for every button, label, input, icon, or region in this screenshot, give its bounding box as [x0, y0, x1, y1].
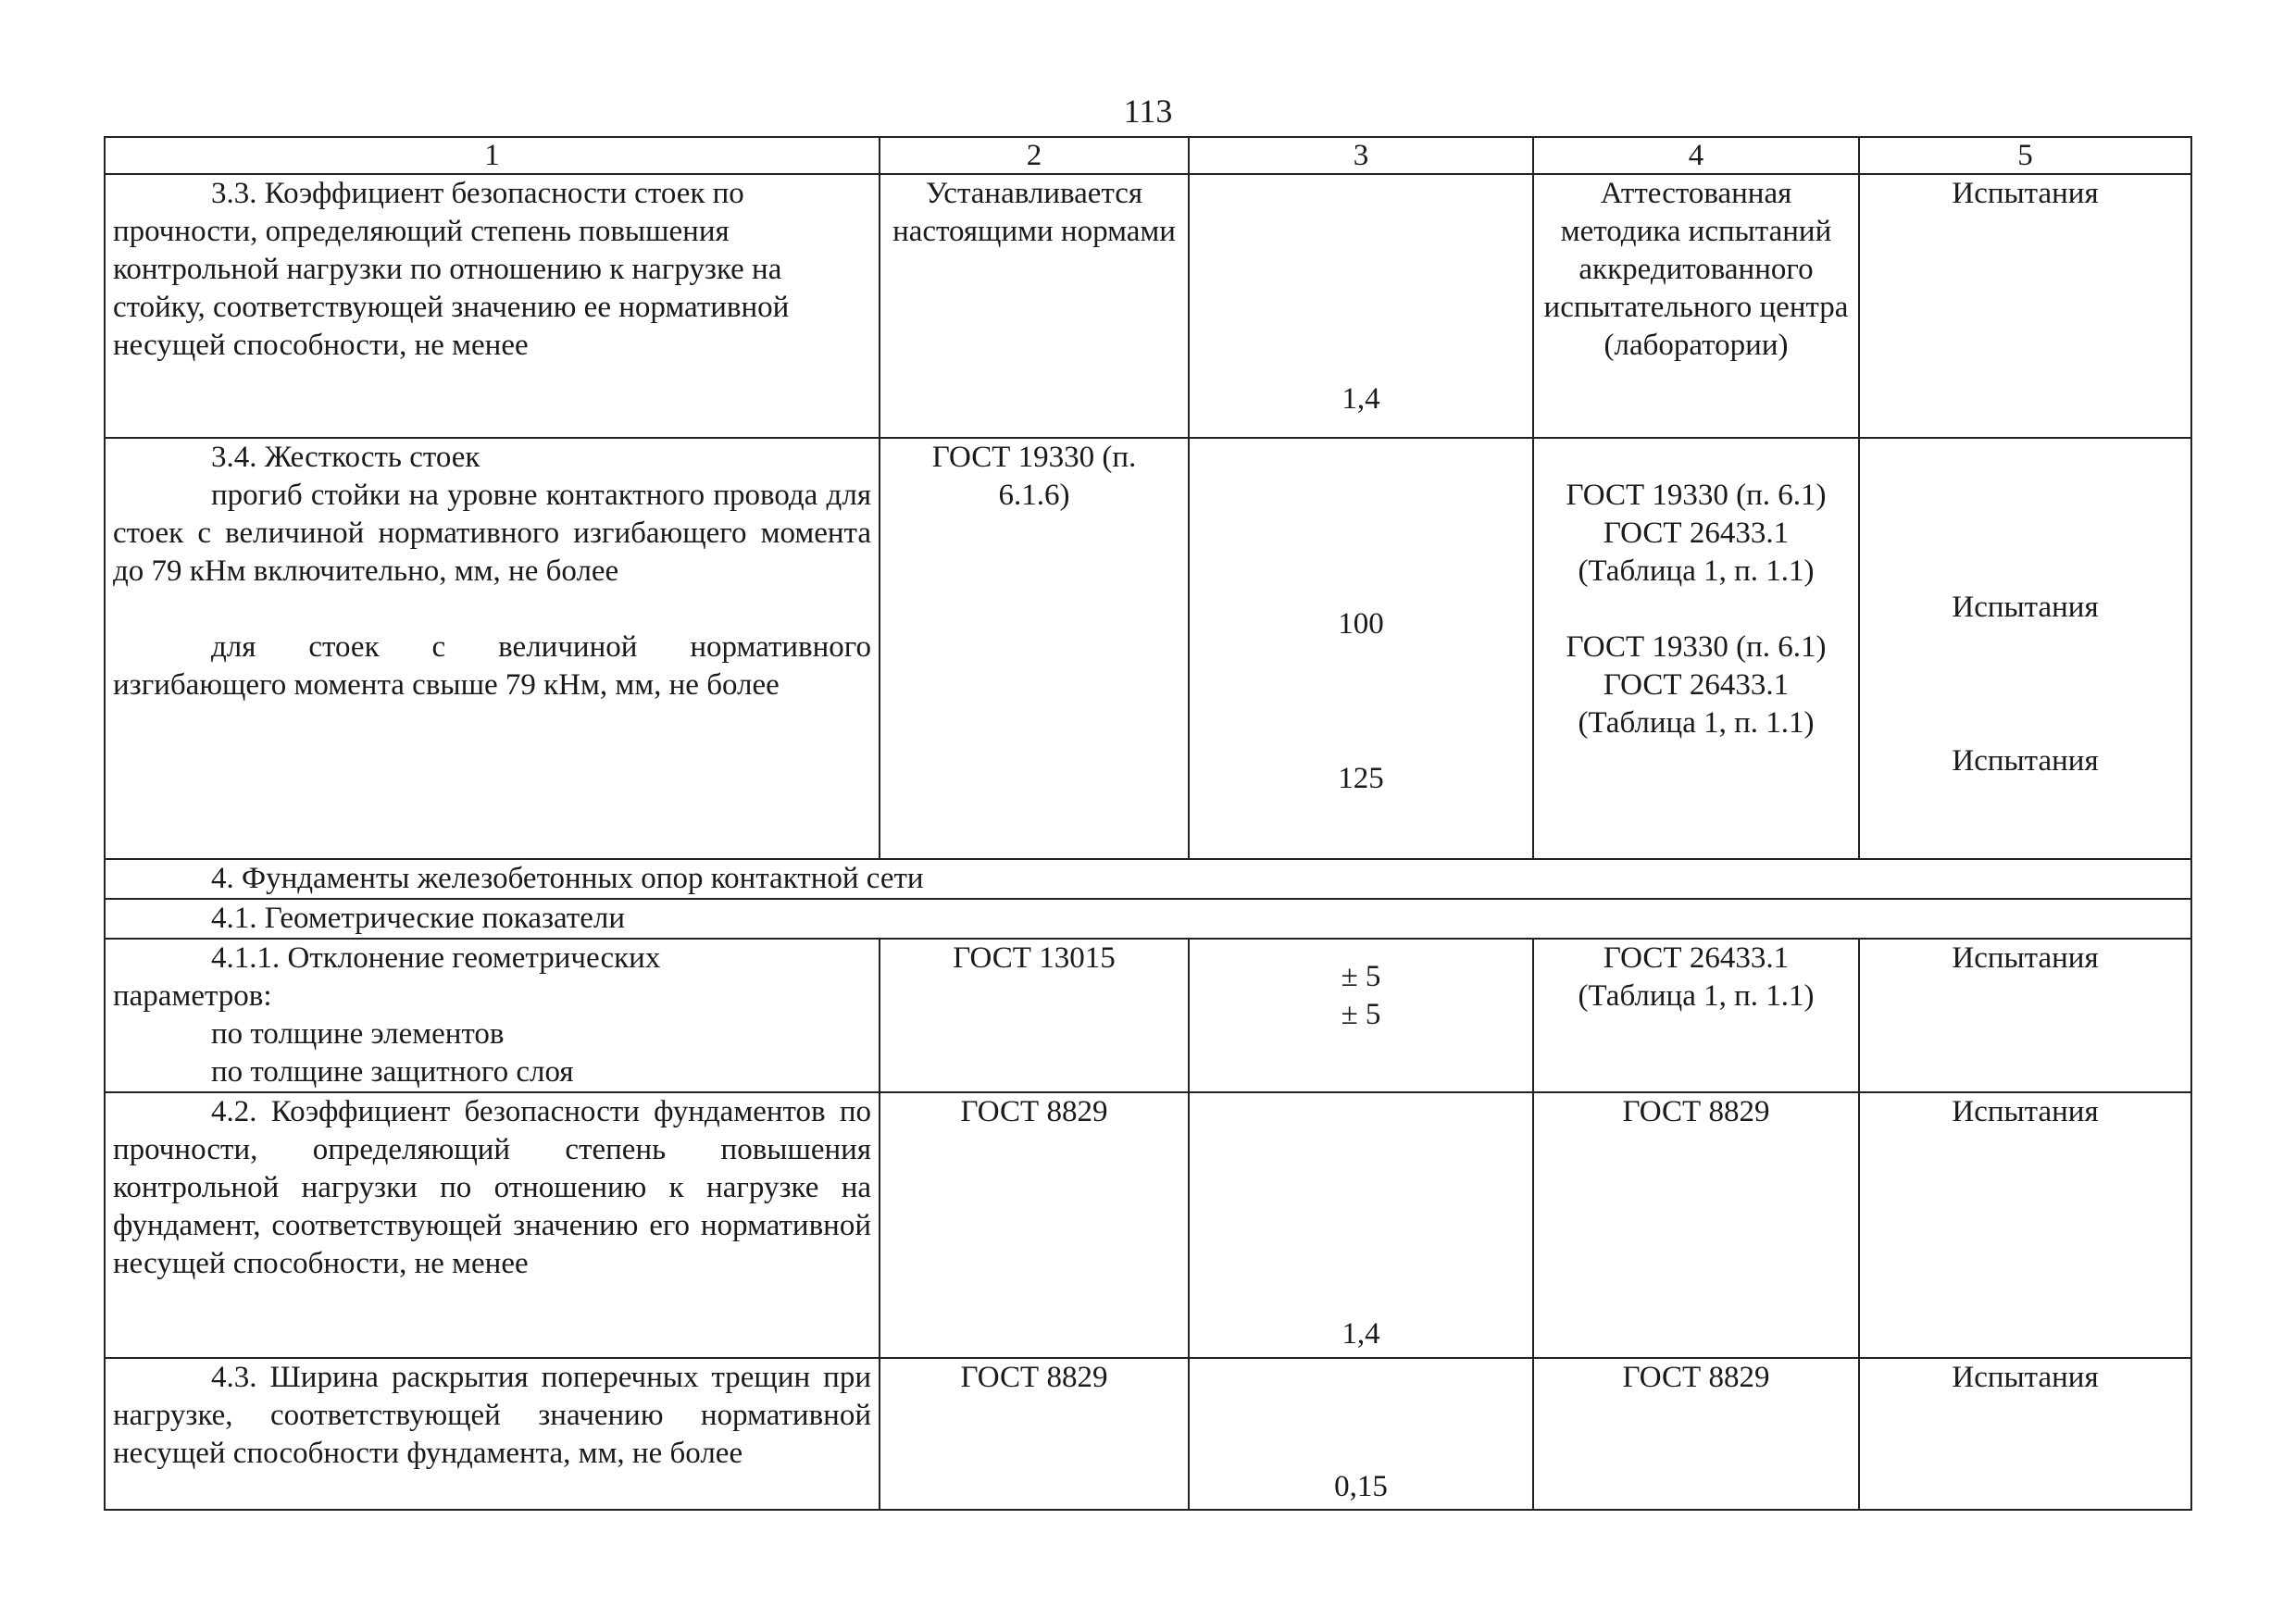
row-4-1-1-value-b: ± 5	[1341, 998, 1381, 1031]
row-4-1-1-item-b: по толщине защитного слоя	[211, 1055, 574, 1089]
table-row-4-1-1	[105, 939, 2191, 1092]
header-cell-1: 1	[105, 137, 880, 174]
row-3-4-control-type	[1859, 438, 2191, 859]
row-3-3-value	[1189, 174, 1533, 438]
row-3-3-value-text: 1,4	[1341, 382, 1380, 416]
table-row-3-4	[105, 438, 2191, 859]
row-4-1-1-indicator	[105, 939, 880, 1092]
row-4-2-control-type-text: Испытания	[1952, 1095, 2099, 1128]
table-row-4-section	[105, 859, 2191, 899]
row-4-1-1-control-type-text: Испытания	[1952, 941, 2099, 975]
row-4-3-value	[1189, 1358, 1533, 1510]
row-4-2-method-text: ГОСТ 8829	[1622, 1095, 1770, 1128]
row-3-4-item-b: для стоек с величиной нормативного изгибающего момента свыше 79 кНм, мм, не более	[113, 630, 871, 702]
row-3-3-control-type-text: Испытания	[1952, 177, 2099, 210]
header-cell-3: 3	[1189, 137, 1533, 174]
row-3-4-norm-source	[880, 438, 1189, 859]
row-3-3-norm-source-text: Устанавливается настоящими нормами	[892, 177, 1176, 248]
row-3-3-indicator	[105, 174, 880, 438]
row-3-4-value-b: 125	[1338, 762, 1384, 795]
row-3-4-value	[1189, 438, 1533, 859]
row-4-3-value-text: 0,15	[1334, 1470, 1388, 1503]
row-4-2-indicator	[105, 1092, 880, 1358]
row-3-3-indicator-text: 3.3. Коэффициент безопасности стоек по прочности, определяющий степень повышения контрольной нагрузки по отношению к нагрузке на стойку, соответствующей значению ее нормативной несущей способности, не менее	[113, 177, 790, 362]
row-4-2-value	[1189, 1092, 1533, 1358]
row-4-3-method	[1533, 1358, 1859, 1510]
row-4-3-indicator	[105, 1358, 880, 1510]
table-header-row	[105, 137, 2191, 174]
row-3-4-method	[1533, 438, 1859, 859]
row-4-3-norm-source	[880, 1358, 1189, 1510]
row-3-4-item-a: прогиб стойки на уровне контактного провода для стоек с величиной нормативного изгибающего момента до 79 кНм включительно, мм, не более	[113, 479, 871, 588]
row-4-section-title-text: 4. Фундаменты железобетонных опор контактной сети	[211, 862, 924, 895]
row-3-4-value-a: 100	[1338, 607, 1384, 641]
row-4-1-1-method	[1533, 939, 1859, 1092]
header-cell-2: 2	[880, 137, 1189, 174]
row-4-1-1-value	[1189, 939, 1533, 1092]
row-4-1-section-title-text: 4.1. Геометрические показатели	[211, 902, 626, 935]
row-4-2-norm-source	[880, 1092, 1189, 1358]
row-4-1-1-norm-source	[880, 939, 1189, 1092]
table-row-3-3	[105, 174, 2191, 438]
row-4-2-method	[1533, 1092, 1859, 1358]
row-3-4-indicator	[105, 438, 880, 859]
row-4-3-method-text: ГОСТ 8829	[1622, 1361, 1770, 1394]
row-3-4-title: 3.4. Жесткость стоек	[211, 441, 480, 474]
row-4-1-1-control-type	[1859, 939, 2191, 1092]
row-4-1-1-item-a: по толщине элементов	[211, 1017, 505, 1051]
row-3-3-norm-source	[880, 174, 1189, 438]
row-4-2-norm-source-text: ГОСТ 8829	[960, 1095, 1108, 1128]
row-4-3-indicator-text: 4.3. Ширина раскрытия поперечных трещин при нагрузке, соответствующей значению нормативной несущей способности фундамента, мм, не более	[113, 1361, 871, 1470]
row-4-1-1-method-text: ГОСТ 26433.1 (Таблица 1, п. 1.1)	[1578, 941, 1815, 1013]
row-4-3-control-type	[1859, 1358, 2191, 1510]
requirements-table	[104, 136, 2192, 1511]
table-row-4-1-section	[105, 899, 2191, 939]
row-4-1-1-value-a: ± 5	[1341, 960, 1381, 993]
row-3-3-control-type	[1859, 174, 2191, 438]
row-4-2-indicator-text: 4.2. Коэффициент безопасности фундаментов по прочности, определяющий степень повышения контрольной нагрузки по отношению к нагрузке на фундамент, соответствующей значению его нормативной несущей способности, не менее	[113, 1095, 871, 1280]
table-row-4-2	[105, 1092, 2191, 1358]
header-cell-5: 5	[1859, 137, 2191, 174]
row-3-4-norm-source-text: ГОСТ 19330 (п. 6.1.6)	[931, 441, 1137, 512]
row-4-3-control-type-text: Испытания	[1952, 1361, 2099, 1394]
row-3-4-control-type-b: Испытания	[1952, 744, 2099, 778]
row-4-2-value-text: 1,4	[1341, 1317, 1380, 1351]
row-4-section-title	[105, 859, 2191, 899]
row-4-2-control-type	[1859, 1092, 2191, 1358]
row-3-3-method	[1533, 174, 1859, 438]
row-3-4-control-type-a: Испытания	[1952, 591, 2099, 624]
header-cell-4: 4	[1533, 137, 1859, 174]
row-3-4-method-a: ГОСТ 19330 (п. 6.1) ГОСТ 26433.1 (Таблица 1, п. 1.1)	[1566, 479, 1827, 588]
page-number: 113	[1123, 93, 1173, 130]
row-4-1-1-title: 4.1.1. Отклонение геометрических параметров:	[113, 941, 661, 1013]
row-3-4-method-b: ГОСТ 19330 (п. 6.1) ГОСТ 26433.1 (Таблица 1, п. 1.1)	[1566, 630, 1827, 740]
row-4-3-norm-source-text: ГОСТ 8829	[960, 1361, 1108, 1394]
row-4-1-section-title	[105, 899, 2191, 939]
row-4-1-1-norm-source-text: ГОСТ 13015	[953, 941, 1116, 975]
table-row-4-3	[105, 1358, 2191, 1510]
row-3-3-method-text: Аттестованная методика испытаний аккредитованного испытательного центра (лаборатории)	[1543, 177, 1849, 362]
